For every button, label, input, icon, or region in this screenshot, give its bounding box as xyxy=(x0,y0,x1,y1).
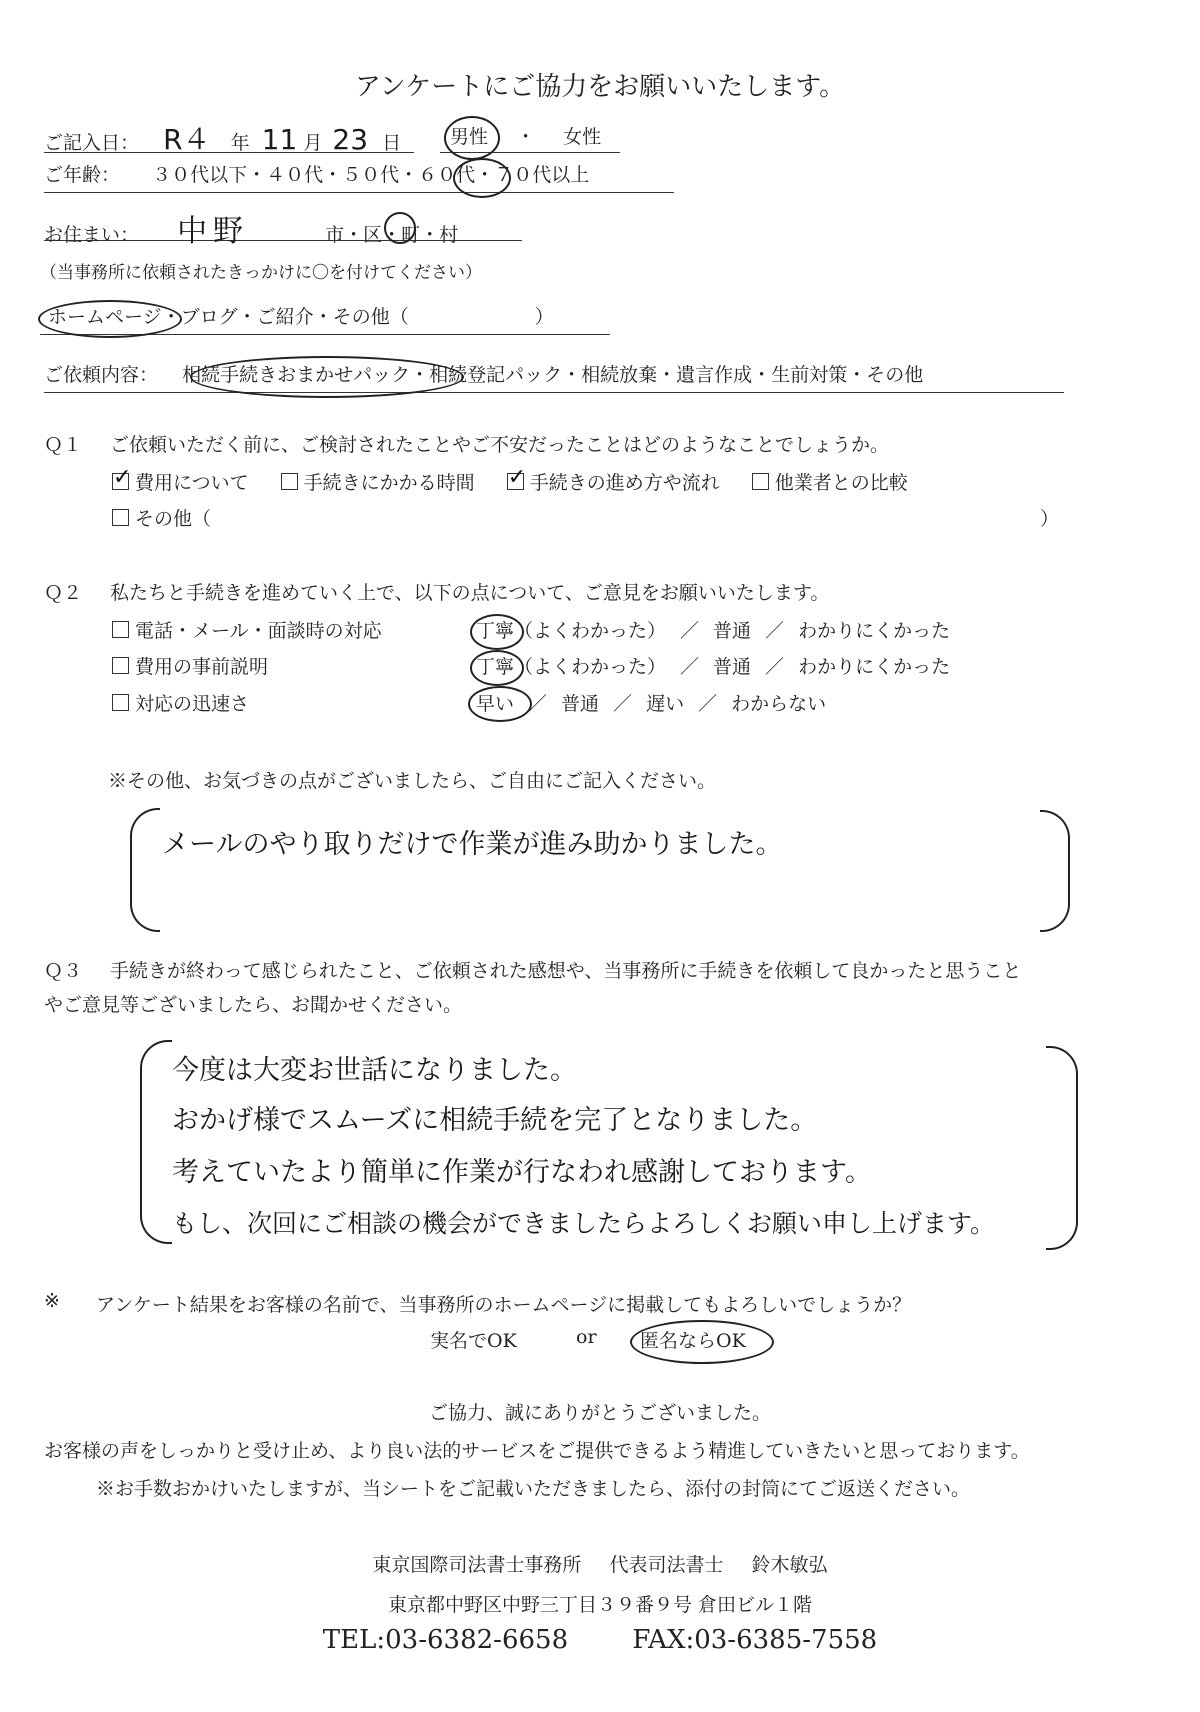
footer-office: 東京国際司法書士事務所 xyxy=(372,1554,582,1576)
q2-row-3-opt-d[interactable]: わからない xyxy=(731,693,827,715)
slash: ／ xyxy=(765,620,785,642)
q2-row-1-opt-a[interactable]: 丁寧（よくわかった） xyxy=(476,620,667,642)
q2-comment-bracket-left xyxy=(130,808,160,932)
request-label: ご依頼内容： xyxy=(44,364,159,386)
publish-selected-circle xyxy=(630,1320,774,1364)
trigger-opt-referral[interactable]: ご紹介 xyxy=(256,306,314,328)
q1-other-row xyxy=(112,504,211,531)
request-opt-2[interactable]: 相続登記パック xyxy=(429,364,563,386)
gender-dot: ・ xyxy=(516,126,536,148)
residence-opt-city[interactable]: 市 xyxy=(325,224,345,246)
request-opt-4[interactable]: 遺言作成 xyxy=(676,364,753,386)
q1-other-close: ） xyxy=(1040,508,1060,530)
residence-selected-circle xyxy=(384,212,416,244)
q1-opt-1: 費用について xyxy=(135,472,249,494)
gender-male[interactable]: 男性 xyxy=(450,126,489,148)
q2-row-1-box xyxy=(112,621,129,638)
q2-row-2-box xyxy=(112,657,129,674)
residence-opt-village[interactable]: 村 xyxy=(439,224,459,246)
date-field xyxy=(44,118,414,156)
slash: ／ xyxy=(680,656,700,678)
q3-comment-bracket-right xyxy=(1046,1046,1078,1250)
slash: ／ xyxy=(765,656,785,678)
slash: ／ xyxy=(698,693,718,715)
request-opt-3[interactable]: 相続放棄 xyxy=(581,364,658,386)
q2-row-1-label: 電話・メール・面談時の対応 xyxy=(135,620,382,642)
footer-name: 鈴木敏弘 xyxy=(751,1554,828,1576)
q1-number: Ｑ１ xyxy=(44,434,83,456)
page-title: アンケートにご協力をお願いいたします。 xyxy=(354,72,846,102)
q2-row-1-opt-b[interactable]: 普通 xyxy=(713,620,752,642)
request-opt-6[interactable]: その他 xyxy=(866,364,924,386)
residence-field: お住まい： 中野 市・区・町・村 xyxy=(44,206,522,241)
date-day-unit: 日 xyxy=(382,132,402,154)
publish-question: アンケート結果をお客様の名前で、当事務所のホームページに掲載してもよろしいでしょうか？ xyxy=(96,1294,912,1316)
publish-mark: ※ xyxy=(44,1290,60,1312)
date-day: 23 xyxy=(332,123,369,156)
q2-row-3-item xyxy=(112,689,249,716)
q1-checkbox-3[interactable] xyxy=(507,473,524,490)
date-label: ご記入日： xyxy=(44,132,140,154)
date-era: R４ xyxy=(163,123,211,156)
slash: ／ xyxy=(680,620,700,642)
trigger-other-close: ） xyxy=(534,306,554,328)
q2-row-1-opt-c[interactable]: わかりにくかった xyxy=(798,620,951,642)
q3-comment-bracket-left xyxy=(140,1040,172,1244)
q3-comment-line-4[interactable]: もし、次回にご相談の機会ができましたらよろしくお願い申し上げます。 xyxy=(172,1209,996,1238)
gender-selected-circle xyxy=(444,116,500,160)
date-month: 11 xyxy=(261,123,298,156)
trigger-note: （当事務所に依頼されたきっかけに〇を付けてください） xyxy=(40,263,482,283)
q1-checkbox-4[interactable] xyxy=(752,473,769,490)
residence-label: お住まい： xyxy=(44,224,140,246)
closing-line-3: ※お手数おかけいたしますが、当シートをご記載いただきましたら、添付の封筒にてご返送ください。 xyxy=(96,1478,971,1500)
q2-row-2-options xyxy=(476,652,950,679)
request-opt-1[interactable]: 相続手続きおまかせパック xyxy=(182,364,411,386)
q2-comment[interactable]: メールのやり取りだけで作業が進み助かりました。 xyxy=(162,829,783,860)
q2-row-3-box xyxy=(112,694,129,711)
q2-row-2-opt-c[interactable]: わかりにくかった xyxy=(798,656,951,678)
date-month-unit: 月 xyxy=(303,132,323,154)
q1-checkbox-other[interactable] xyxy=(112,509,129,526)
age-selected-circle xyxy=(453,158,511,198)
q2-number: Ｑ２ xyxy=(44,582,83,604)
footer-contact xyxy=(0,1625,1200,1655)
footer-fax: FAX:03-6385-7558 xyxy=(632,1625,878,1655)
q3-question-1: 手続きが終わって感じられたこと、ご依頼された感想や、当事務所に手続きを依頼して良かったと思うこと xyxy=(110,960,1022,982)
request-opt-5[interactable]: 生前対策 xyxy=(771,364,848,386)
q1-checkbox-1[interactable] xyxy=(112,473,129,490)
age-opt-4[interactable]: ６０代 xyxy=(418,164,476,186)
q2-row-3-opt-b[interactable]: 普通 xyxy=(561,693,600,715)
slash: ／ xyxy=(613,693,633,715)
trigger-opt-homepage[interactable]: ホームページ xyxy=(48,306,162,328)
age-opt-2[interactable]: ４０代 xyxy=(266,164,324,186)
closing-line-2: お客様の声をしっかりと受け止め、より良い法的サービスをご提供できるよう精進していきたいと思っております。 xyxy=(44,1440,1030,1462)
q2-row-1-selected-circle xyxy=(470,614,524,650)
trigger-opt-other[interactable]: その他（ xyxy=(332,306,409,328)
request-field: ご依頼内容： 相続手続きおまかせパック・相続登記パック・相続放棄・遺言作成・生前対策・その他 xyxy=(44,360,1064,393)
publish-opt-real[interactable]: 実名でOK xyxy=(430,1330,517,1352)
age-opt-5[interactable]: ７０代以上 xyxy=(494,164,590,186)
age-opt-3[interactable]: ５０代 xyxy=(342,164,400,186)
q2-row-3-selected-circle xyxy=(468,686,532,722)
slash: ／ xyxy=(528,693,548,715)
trigger-opt-blog[interactable]: ブログ xyxy=(180,306,238,328)
q3-comment-line-3[interactable]: 考えていたより簡単に作業が行なわれ感謝しております。 xyxy=(172,1157,872,1188)
q2-row-2-item xyxy=(112,652,268,679)
footer-address: 東京都中野区中野三丁目３９番９号 倉田ビル１階 xyxy=(387,1594,813,1616)
publish-or: or xyxy=(576,1326,597,1348)
q3-question-2: やご意見等ございましたら、お聞かせください。 xyxy=(44,994,463,1016)
q2-row-2-label: 費用の事前説明 xyxy=(135,656,269,678)
age-field: ご年齢： ３０代以下・４０代・５０代・６０代・７０代以上 xyxy=(44,160,674,193)
age-label: ご年齢： xyxy=(44,164,121,186)
q2-row-1-options xyxy=(476,616,950,643)
trigger-selected-circle xyxy=(38,300,182,338)
q1-options xyxy=(112,468,908,495)
trigger-field: ホームページ・ブログ・ご紹介・その他（ ） xyxy=(40,302,610,335)
residence-opt-ward[interactable]: 区 xyxy=(363,224,383,246)
q3-comment-line-1[interactable]: 今度は大変お世話になりました。 xyxy=(172,1055,577,1086)
q3-number: Ｑ３ xyxy=(44,960,83,982)
publish-opt-anon[interactable]: 匿名ならOK xyxy=(640,1330,746,1352)
q3-comment-line-2[interactable]: おかげ様でスムーズに相続手続を完了となりました。 xyxy=(172,1105,818,1136)
gender-female[interactable]: 女性 xyxy=(563,126,602,148)
closing-thanks: ご協力、誠にありがとうございました。 xyxy=(428,1402,771,1424)
q1-opt-2: 手続きにかかる時間 xyxy=(303,472,475,494)
q1-checkbox-2[interactable] xyxy=(281,473,298,490)
q2-row-3-label: 対応の迅速さ xyxy=(135,693,250,715)
q1-question: ご依頼いただく前に、ご検討されたことやご不安だったことはどのようなことでしょうか。 xyxy=(110,434,890,456)
footer-office-line xyxy=(0,1550,1200,1577)
residence-opt-town[interactable]: 町 xyxy=(401,224,421,246)
footer-rep: 代表司法書士 xyxy=(609,1554,724,1576)
q1-opt-4: 他業者との比較 xyxy=(774,472,908,494)
q2-row-2-opt-b[interactable]: 普通 xyxy=(713,656,752,678)
request-selected-circle xyxy=(190,356,464,398)
q2-row-1-item xyxy=(112,616,382,643)
q2-comment-bracket-right xyxy=(1040,810,1070,932)
q2-question: 私たちと手続きを進めていく上で、以下の点について、ご意見をお願いいたします。 xyxy=(110,582,830,604)
q1-other-label: その他（ xyxy=(135,508,212,530)
footer-tel: TEL:03-6382-6658 xyxy=(322,1625,569,1655)
q2-row-2-selected-circle xyxy=(470,650,524,686)
q1-opt-3: 手続きの進め方や流れ xyxy=(529,472,720,494)
q2-row-3-opt-a[interactable]: 早い xyxy=(476,693,515,715)
q2-other-note: ※その他、お気づきの点がございましたら、ご自由にご記入ください。 xyxy=(108,770,717,792)
date-year-unit: 年 xyxy=(230,132,250,154)
q2-row-3-opt-c[interactable]: 遅い xyxy=(646,693,685,715)
residence-value: 中野 xyxy=(177,214,250,249)
age-opt-1[interactable]: ３０代以下 xyxy=(152,164,248,186)
q2-row-2-opt-a[interactable]: 丁寧（よくわかった） xyxy=(476,656,667,678)
